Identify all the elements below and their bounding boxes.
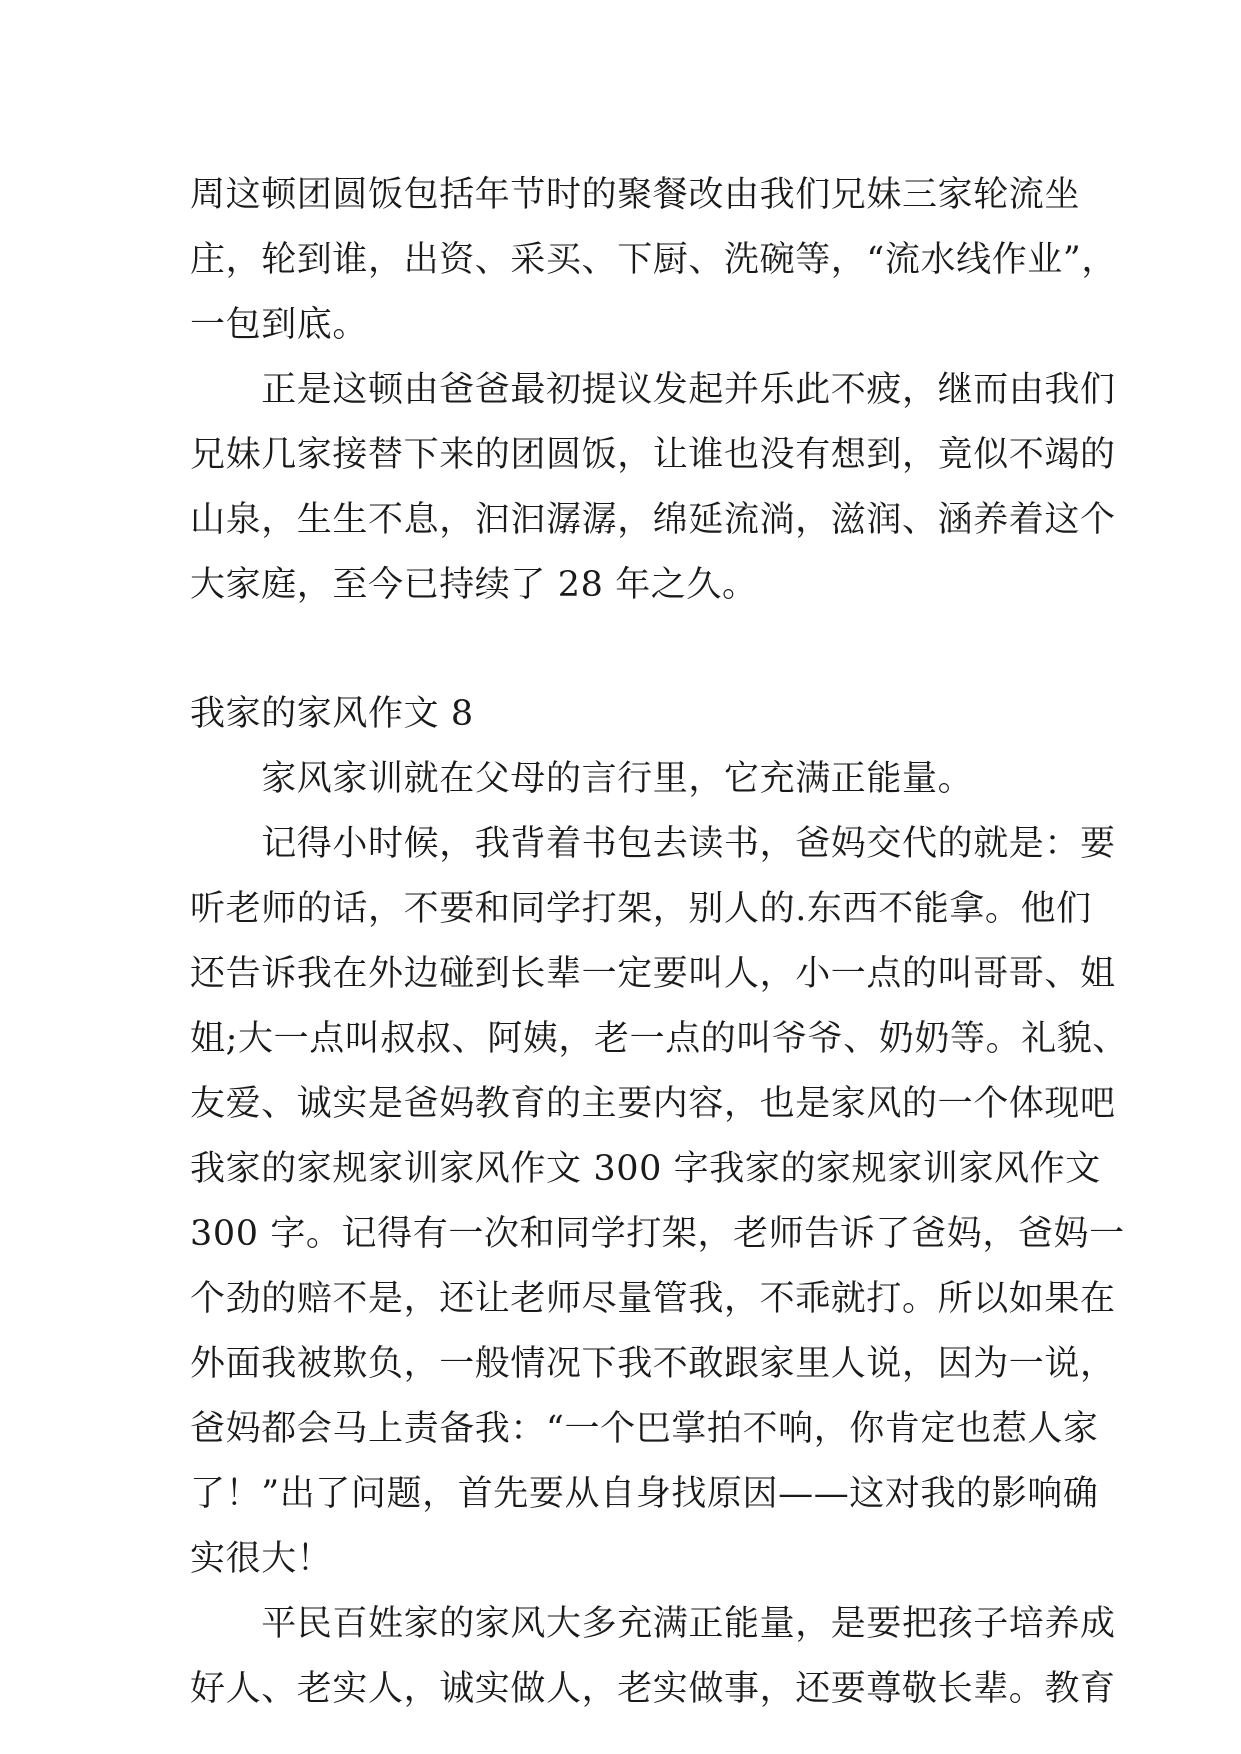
text-line: 实很大！: [190, 1539, 333, 1579]
text-line: 大家庭，至今已持续了 28 年之久。: [190, 565, 758, 605]
text-line: 300 字。记得有一次和同学打架，老师告诉了爸妈，爸妈一: [190, 1214, 1125, 1254]
text-line: 兄妹几家接替下来的团圆饭，让谁也没有想到，竟似不竭的: [190, 435, 1116, 475]
text-line: 家风家训就在父母的言行里，它充满正能量。: [190, 759, 974, 799]
text-line: 姐;大一点叫叔叔、阿姨，老一点的叫爷爷、奶奶等。礼貌、: [190, 1019, 1128, 1059]
text-line: 庄，轮到谁，出资、采买、下厨、洗碗等，“流水线作业”，: [190, 240, 1117, 280]
text-line: 外面我被欺负，一般情况下我不敢跟家里人说，因为一说，: [190, 1344, 1116, 1384]
text-line: 友爱、诚实是爸妈教育的主要内容，也是家风的一个体现吧: [190, 1084, 1116, 1124]
text-line: 平民百姓家的家风大多充满正能量，是要把孩子培养成: [190, 1604, 1116, 1644]
text-line: 一包到底。: [190, 305, 369, 345]
text-line: 记得小时候，我背着书包去读书，爸妈交代的就是：要: [190, 824, 1116, 864]
text-line: 还告诉我在外边碰到长辈一定要叫人，小一点的叫哥哥、姐: [190, 954, 1116, 994]
text-line: 我家的家规家训家风作文 300 字我家的家规家训家风作文: [190, 1149, 1101, 1189]
document-body: [190, 163, 1128, 1722]
text-line: 爸妈都会马上责备我：“一个巴掌拍不响，你肯定也惹人家: [190, 1409, 1099, 1449]
text-line: 山泉，生生不息，汩汩潺潺，绵延流淌，滋润、涵养着这个: [190, 500, 1116, 540]
text-line: 个劲的赔不是，还让老师尽量管我，不乖就打。所以如果在: [190, 1279, 1116, 1319]
text-line: 周这顿团圆饭包括年节时的聚餐改由我们兄妹三家轮流坐: [190, 175, 1081, 215]
text-line: 好人、老实人，诚实做人，老实做事，还要尊敬长辈。教育: [190, 1669, 1116, 1709]
text-line: 听老师的话，不要和同学打架，别人的.东西不能拿。他们: [190, 889, 1092, 929]
section-heading: 我家的家风作文 8: [190, 694, 474, 734]
text-line: 正是这顿由爸爸最初提议发起并乐此不疲，继而由我们: [190, 370, 1116, 410]
section-gap: [190, 618, 1060, 682]
text-line: 了！”出了问题，首先要从自身找原因——这对我的影响确: [190, 1474, 1099, 1514]
